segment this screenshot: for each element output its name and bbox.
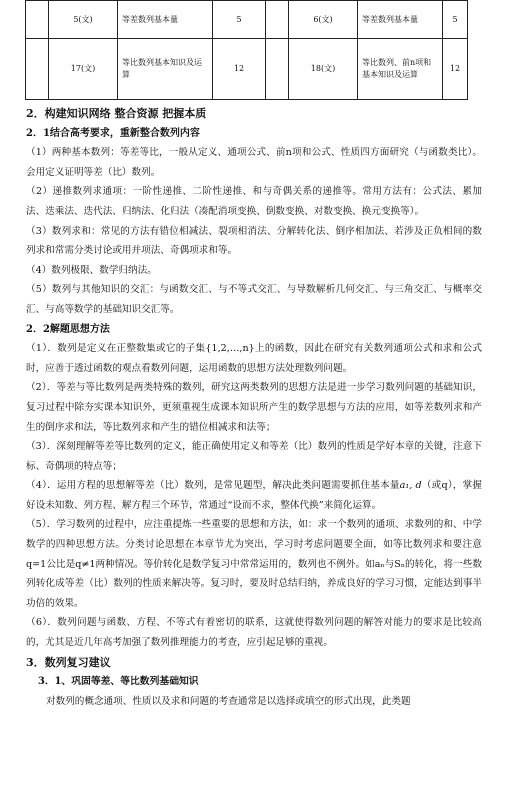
paragraph: （5）数列与其他知识的交汇：与函数交汇、与不等式交汇、与导数解析几何交汇、与三角交汇、与概率交汇、与高等数学的基础知识交汇等。 (26, 284, 482, 315)
question-number: 6(文) (289, 1, 358, 39)
section-3-title: 3．数列复习建议 (26, 655, 111, 669)
paragraph: （3）数列求和：常见的方法有错位相减法、裂项相消法、分解转化法、倒序相加法、若涉及正负相间的数列求和常需分类讨论或用并项法、奇偶项求和等。 (26, 225, 482, 257)
table-row (26, 1, 468, 39)
score-cell: 12 (443, 39, 468, 100)
paragraph (26, 476, 482, 515)
exam-stats-table (25, 0, 468, 100)
table-cell (266, 39, 289, 100)
paragraph-text: （或q），掌握好设未知数、列方程、解方程三个环节，常通过“设而不求，整体代换”来简化运算。 (26, 480, 482, 511)
paragraph: 对数列的概念通项、性质以及求和问题的考查通常是以选择或填空的形式出现，此类题 (46, 695, 411, 707)
table-cell (26, 39, 49, 100)
paragraph: （6）．数列问题与函数、方程、不等式有着密切的联系，这就使得数列问题的解答对能力的要求是比较高的，尤其是近几年高考加强了数列推理能力的考查，应引起足够的重视。 (26, 617, 482, 649)
paragraph: （4）数列极限、数学归纳法。 (26, 264, 157, 276)
score-cell: 5 (443, 1, 468, 39)
question-number: 5(文) (49, 1, 118, 39)
table-cell (26, 1, 49, 39)
paragraph: （3）．深刻理解等差等比数列的定义，能正确使用定义和等差（比）数列的性质是学好本章的关键，注意下标、奇偶项的特点等； (26, 441, 482, 472)
paragraph-text: （4）．运用方程的思想解等差（比）数列，是常见题型，解决此类问题需要抓住基本量 (26, 480, 400, 492)
table-row (26, 39, 468, 100)
question-number: 17(文) (49, 39, 118, 100)
paragraph: （5）．学习数列的过程中，应注重提炼一些重要的思想和方法，如：求一个数列的通项、求数列的和、中学数学的四种思想方法。分类讨论思想在本章节尤为突出，学习时考虑问题要全面，如等比数列求和要注意q=1公比是q≠1两种情况。等价转化是数学复习中常常运用的，数列也不例外。如aₙ与Sₙ的转化，将一些数列转化成等差（比）数列的性质来解决等。复习时，要及时总结归纳，养成良好的学习习惯，定能达到事半功倍的效果。 (26, 519, 482, 609)
section-2-title: 2．构建知识网络 整合资源 把握本质 (26, 107, 207, 120)
score-cell: 5 (213, 1, 266, 39)
body-text (26, 104, 482, 711)
score-cell: 12 (213, 39, 266, 100)
paragraph: （2）递推数列求通项：一阶性递推、二阶性递推、和与奇偶关系的递推等。常用方法有：公式法、累加法、迭乘法、迭代法、归纳法、化归法（凑配消项变换、倒数变换、对数变换、换元变换等）。 (26, 186, 482, 217)
section-2-2-title: 2．2解题思想方法 (26, 323, 110, 335)
math-formula: a₁, d (399, 480, 422, 492)
topic-cell: 等比数列基本知识及运算 (118, 39, 213, 100)
paragraph: （1）．数列是定义在正整数集或它的子集{1,2,…,n}上的函数，因此在研究有关数列通项公式和求和公式时，应善于透过函数的观点看数列问题，运用函数的思想方法处理数列问题。 (26, 343, 482, 374)
topic-cell: 等差数列基本量 (118, 1, 213, 39)
question-number: 18(文) (289, 39, 358, 100)
topic-cell: 等差数列基本量 (358, 1, 443, 39)
paragraph: （2）．等差与等比数列是两类特殊的数列，研究这两类数列的思想方法是进一步学习数列问题的基础知识，复习过程中除夯实课本知识外，更须重视生成课本知识所产生的数学思想与方法的应用，如等差数列求和产生的倒序求和法，等比数列求和产生的错位相减求和法等； (26, 382, 482, 433)
section-3-1-title: 3．1、巩固等差、等比数列基础知识 (38, 676, 199, 688)
paragraph: （1）两种基本数列：等差等比，一般从定义、通项公式、前n项和公式、性质四方面研究（与函数类比）。会用定义证明等差（比）数列。 (26, 147, 482, 178)
table-cell (266, 1, 289, 39)
topic-cell: 等比数列、前n项和基本知识及运算 (358, 39, 443, 100)
section-2-1-title: 2．1结合高考要求，重新整合数列内容 (26, 127, 200, 139)
